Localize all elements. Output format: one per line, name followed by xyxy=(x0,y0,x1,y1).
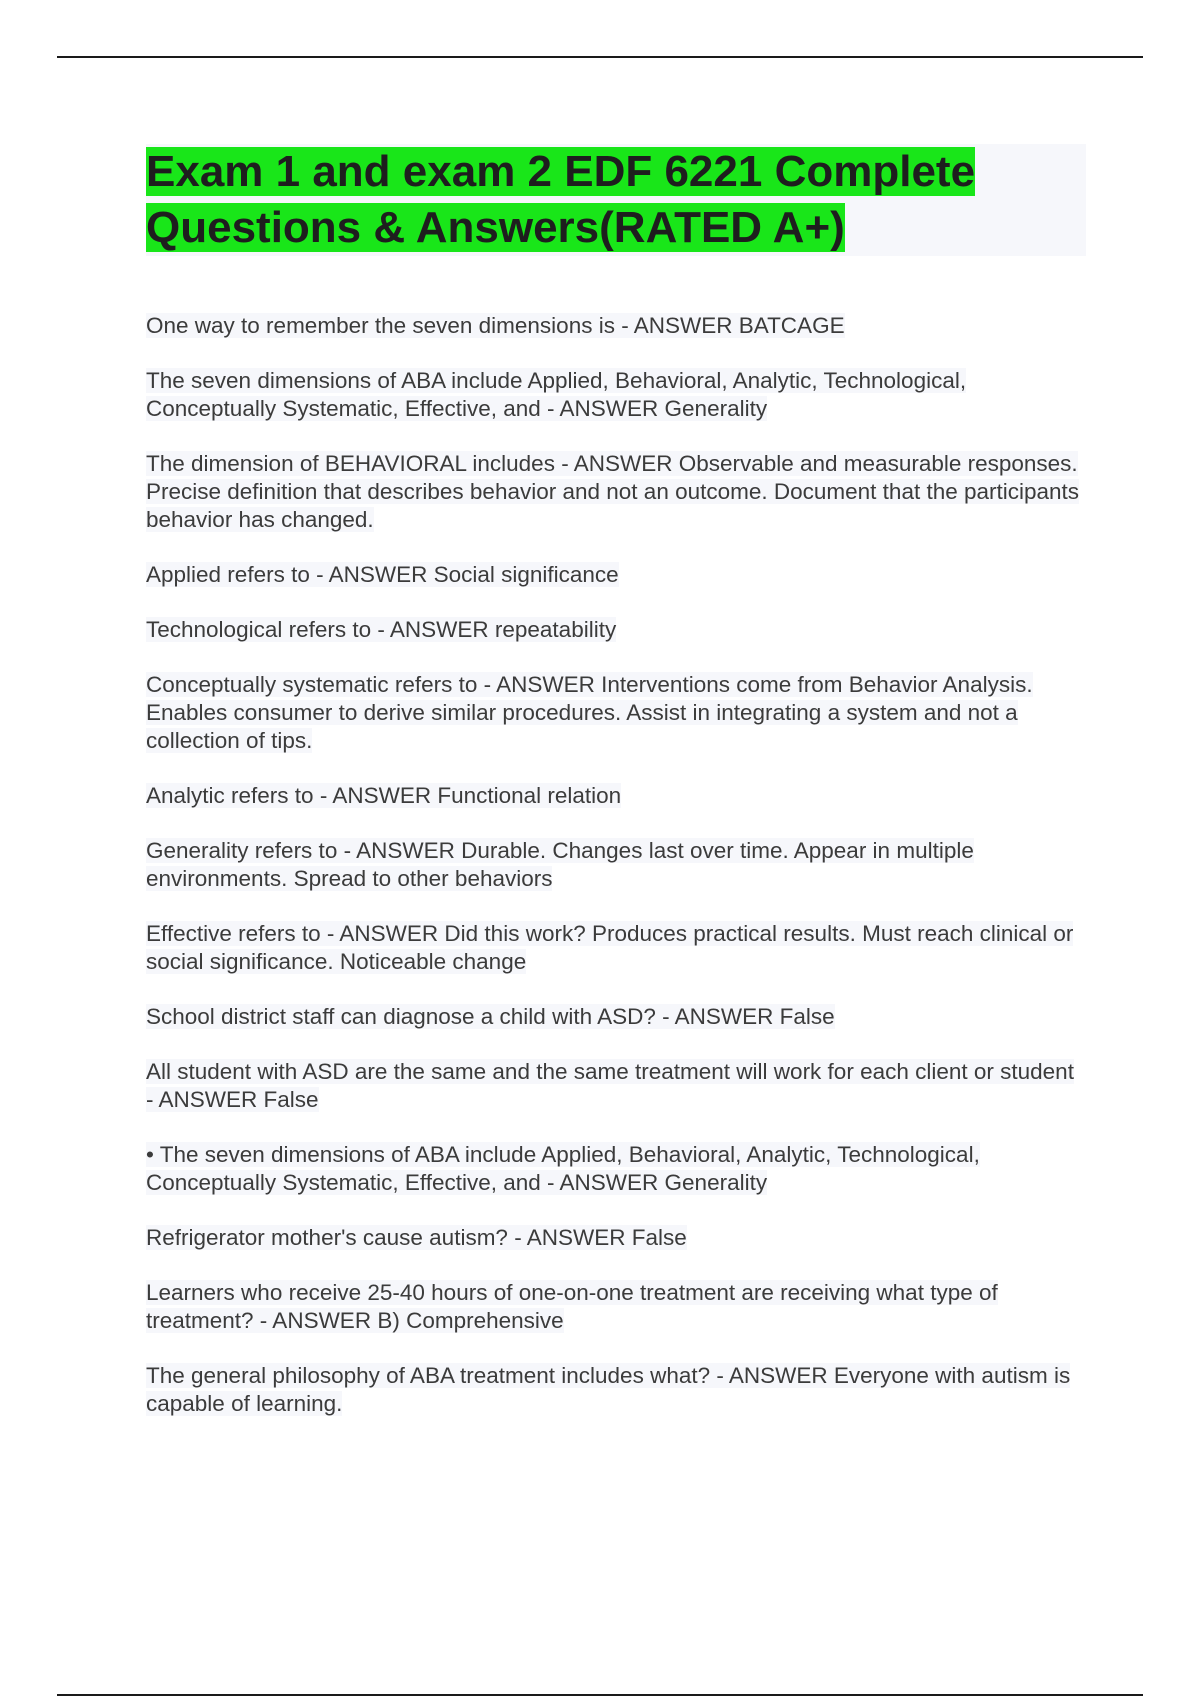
qa-item xyxy=(146,312,1086,340)
qa-text: Refrigerator mother's cause autism? - ANSWER False xyxy=(146,1225,687,1250)
qa-list xyxy=(146,312,1086,1418)
qa-item xyxy=(146,1224,1086,1252)
qa-item xyxy=(146,616,1086,644)
bottom-rule xyxy=(57,1694,1143,1696)
qa-item xyxy=(146,1003,1086,1031)
qa-text: All student with ASD are the same and the same treatment will work for each client or student - ANSWER False xyxy=(146,1059,1074,1112)
qa-text: School district staff can diagnose a child with ASD? - ANSWER False xyxy=(146,1004,835,1029)
qa-item xyxy=(146,450,1086,534)
qa-item xyxy=(146,1141,1086,1197)
document-title xyxy=(146,144,1086,256)
qa-item xyxy=(146,671,1086,755)
qa-item xyxy=(146,367,1086,423)
qa-text: The seven dimensions of ABA include Applied, Behavioral, Analytic, Technological, Conceptually Systematic, Effective, and - ANSWER Generality xyxy=(146,368,967,421)
qa-item xyxy=(146,1058,1086,1114)
top-rule xyxy=(57,56,1143,58)
qa-item xyxy=(146,782,1086,810)
qa-text: One way to remember the seven dimensions is - ANSWER BATCAGE xyxy=(146,313,845,338)
title-block xyxy=(146,144,1086,256)
document-title-text: Exam 1 and exam 2 EDF 6221 Complete Questions & Answers(RATED A+) xyxy=(146,147,976,252)
qa-item xyxy=(146,561,1086,589)
qa-item xyxy=(146,837,1086,893)
qa-text: Effective refers to - ANSWER Did this work? Produces practical results. Must reach clinical or social significance. Noticeable change xyxy=(146,921,1074,974)
qa-text: Analytic refers to - ANSWER Functional relation xyxy=(146,783,622,808)
qa-text: Technological refers to - ANSWER repeatability xyxy=(146,617,617,642)
qa-text: Conceptually systematic refers to - ANSWER Interventions come from Behavior Analysis. Enables consumer to derive similar procedures. Assist in integrating a system and not a collection of tips. xyxy=(146,672,1033,753)
qa-text: Learners who receive 25-40 hours of one-on-one treatment are receiving what type of treatment? - ANSWER B) Comprehensive xyxy=(146,1280,998,1333)
qa-text: • The seven dimensions of ABA include Applied, Behavioral, Analytic, Technological, Conceptually Systematic, Effective, and - ANSWER Generality xyxy=(146,1142,980,1195)
qa-text: The dimension of BEHAVIORAL includes - ANSWER Observable and measurable responses. Precise definition that describes behavior and not an outcome. Document that the participants behavior has changed. xyxy=(146,451,1080,532)
qa-item xyxy=(146,1362,1086,1418)
qa-text: Generality refers to - ANSWER Durable. Changes last over time. Appear in multiple environments. Spread to other behaviors xyxy=(146,838,974,891)
qa-item xyxy=(146,1279,1086,1335)
qa-item xyxy=(146,920,1086,976)
qa-text: Applied refers to - ANSWER Social significance xyxy=(146,562,619,587)
qa-text: The general philosophy of ABA treatment includes what? - ANSWER Everyone with autism is capable of learning. xyxy=(146,1363,1071,1416)
document-body xyxy=(146,144,1086,1445)
